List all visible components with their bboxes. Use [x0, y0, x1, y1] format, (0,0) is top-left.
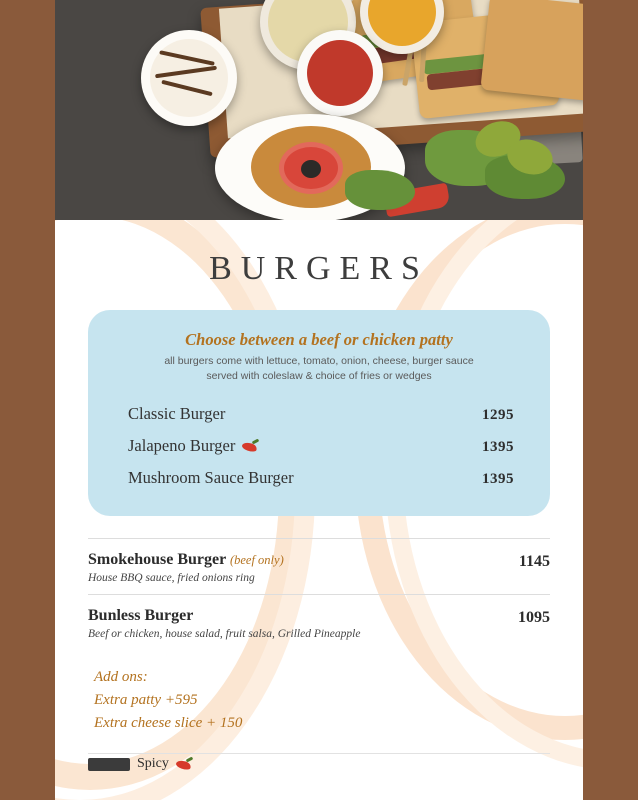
item-price: 1395 — [482, 439, 514, 455]
addons-section — [94, 666, 550, 735]
special-description: Beef or chicken, house salad, fruit salsa, Grilled Pineapple — [88, 628, 361, 640]
list-item[interactable] — [114, 462, 524, 494]
list-item[interactable] — [114, 398, 524, 430]
special-name-wrap — [88, 607, 360, 625]
chili-icon — [242, 441, 259, 452]
sandwich-3 — [480, 0, 583, 102]
item-label: Jalapeno Burger — [128, 436, 236, 455]
item-name-wrap — [128, 468, 294, 488]
burger-platter-photo — [55, 0, 583, 220]
special-description: House BBQ sauce, fried onions ring — [88, 572, 255, 584]
special-label: Bunless Burger — [88, 607, 194, 624]
featured-card — [88, 310, 550, 516]
featured-card-subtext-line-1: all burgers come with lettuce, tomato, onion, cheese, burger sauce — [164, 355, 474, 367]
menu-page — [55, 0, 583, 800]
item-label: Mushroom Sauce Burger — [128, 468, 294, 487]
olive — [301, 160, 321, 178]
special-name-wrap — [88, 551, 284, 569]
legend-bar — [88, 758, 130, 771]
special-price: 1095 — [518, 609, 550, 626]
list-item[interactable] — [88, 538, 550, 594]
featured-card-subtext — [114, 354, 524, 384]
featured-card-heading: Choose between a beef or chicken patty — [185, 330, 453, 349]
addons-line-2: Extra cheese slice + 150 — [94, 715, 243, 731]
page-title: BURGERS — [209, 250, 429, 287]
featured-item-list — [114, 398, 524, 494]
lettuce-leaf-1 — [345, 170, 415, 210]
addons-line-1: Extra patty +595 — [94, 692, 198, 708]
item-label: Classic Burger — [128, 404, 226, 423]
item-name-wrap — [128, 404, 225, 424]
item-price: 1395 — [482, 471, 514, 487]
specials-list — [88, 538, 550, 735]
legend-label: Spicy — [137, 756, 169, 771]
list-item[interactable] — [114, 430, 524, 462]
special-note: (beef only) — [229, 553, 284, 567]
addons-heading: Add ons: — [94, 669, 148, 685]
list-item[interactable] — [88, 594, 550, 650]
footer-divider — [88, 753, 550, 754]
item-price: 1295 — [482, 407, 514, 423]
special-text — [88, 607, 372, 640]
chili-icon — [176, 759, 193, 770]
special-price: 1145 — [518, 553, 550, 570]
menu-content — [55, 250, 583, 735]
featured-card-subtext-line-2: served with coleslaw & choice of fries or wedges — [206, 370, 432, 382]
item-name-wrap — [128, 436, 259, 456]
spicy-legend — [88, 756, 193, 772]
ketchup-contents — [307, 40, 373, 106]
special-text — [88, 551, 296, 584]
special-label: Smokehouse Burger — [88, 551, 226, 568]
